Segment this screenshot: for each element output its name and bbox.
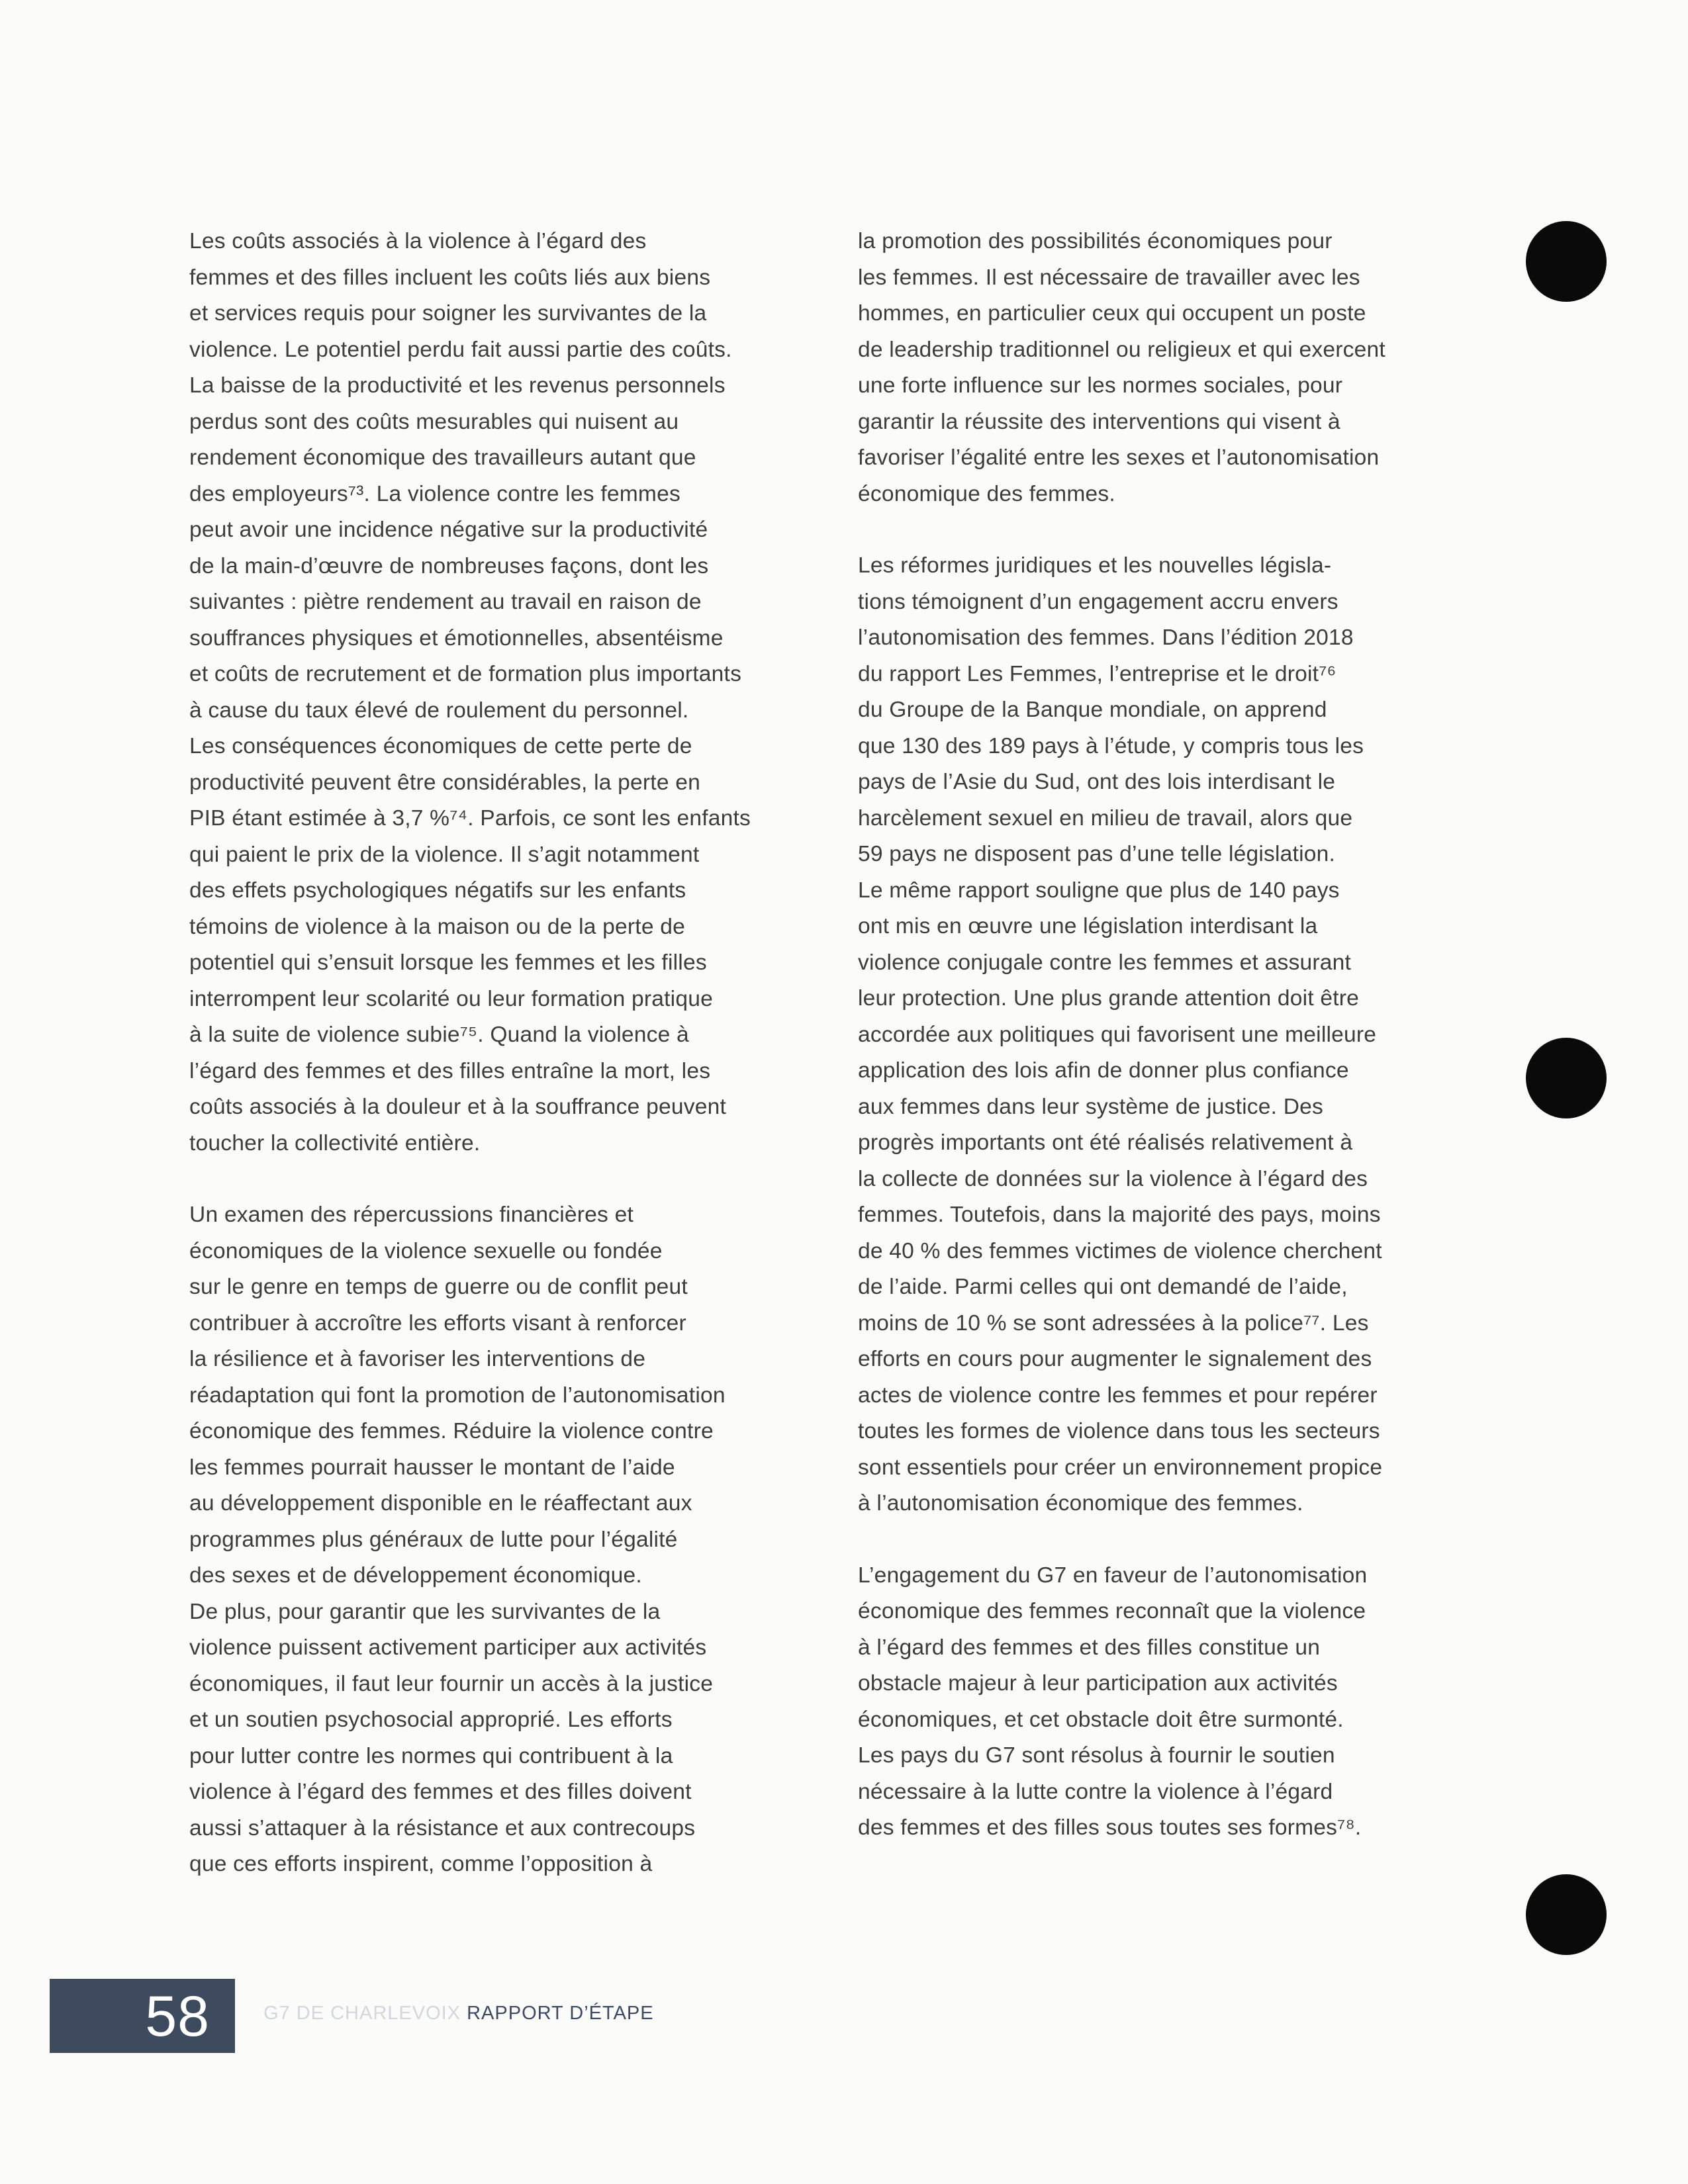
binder-hole xyxy=(1526,221,1607,302)
body-paragraph: la promotion des possibilités économiques pour les femmes. Il est nécessaire de travailler avec les hommes, en particulier ceux qui occupent un poste de leadership traditionnel ou religieux et qui exercent une forte influence sur les normes sociales, pour garantir la réussite des interventions qui visent à favoriser l’égalité entre les sexes et l’autonomisation économique des femmes. xyxy=(858,229,1385,506)
footer-title-strong: RAPPORT D’ÉTAPE xyxy=(467,2003,654,2024)
body-paragraph: Un examen des répercussions financières et économiques de la violence sexuelle ou fondée sur le genre en temps de guerre ou de conflit peut contribuer à accroître les efforts visant à renforcer la résilience et à favoriser les interventions de réadaptation qui font la promotion de l’autonomisation économique des femmes. Réduire la violence contre les femmes pourrait hausser le montant de l’aide au développement disponible en le réaffectant aux programmes plus généraux de lutte pour l’égalité des sexes et de développement économique. De plus, pour garantir que les survivantes de la violence puissent activement participer aux activités économiques, il faut leur fournir un accès à la justice et un soutien psychosocial approprié. Les efforts pour lutter contre les normes qui contribuent à la violence à l’égard des femmes et des filles doivent aussi s’attaquer à la résistance et aux contrecoups que ces efforts inspirent, comme l’opposition à xyxy=(189,1203,726,1876)
body-paragraph: L’engagement du G7 en faveur de l’autonomisation économique des femmes reconnaît que la violence à l’égard des femmes et des filles constitue un obstacle majeur à leur participation aux activités économiques, et cet obstacle doit être surmonté. Les pays du G7 sont résolus à fournir le soutien nécessaire à la lutte contre la violence à l’égard des femmes et des filles sous toutes ses formes⁷⁸. xyxy=(858,1563,1368,1840)
body-paragraph: Les coûts associés à la violence à l’égard des femmes et des filles incluent les coûts liés aux biens et services requis pour soigner les survivantes de la violence. Le potentiel perdu fait aussi partie des coûts. La baisse de la productivité et les revenus personnels perdus sont des coûts mesurables qui nuisent au rendement économique des travailleurs autant que des employeurs⁷³. La violence contre les femmes peut avoir une incidence négative sur la productivité de la main-d’œuvre de nombreuses façons, dont les suivantes : piètre rendement au travail en raison de souffrances physiques et émotionnelles, absentéisme et coûts de recrutement et de formation plus importants à cause du taux élevé de roulement du personnel. Les conséquences économiques de cette perte de productivité peuvent être considérables, la perte en PIB étant estimée à 3,7 %⁷⁴. Parfois, ce sont les enfants qui paient le prix de la violence. Il s’agit notamment des effets psychologiques négatifs sur les enfants témoins de violence à la maison ou de la perte de potentiel qui s’ensuit lorsque les femmes et les filles interrompent leur scolarité ou leur formation pratique à la suite de violence subie⁷⁵. Quand la violence à l’égard des femmes et des filles entraîne la mort, les coûts associés à la douleur et à la souffrance peuvent toucher la collectivité entière. xyxy=(189,229,751,1156)
right-column xyxy=(858,224,1467,1882)
left-column xyxy=(189,224,785,1919)
page-number: 58 xyxy=(145,1985,210,2048)
footer-title xyxy=(263,2001,654,2025)
binder-hole xyxy=(1526,1874,1607,1955)
page-number-badge xyxy=(50,1979,235,2053)
footer-title-faint: G7 DE CHARLEVOIX xyxy=(263,2003,461,2024)
binder-hole xyxy=(1526,1038,1607,1118)
body-paragraph: Les réformes juridiques et les nouvelles législa- tions témoignent d’un engagement accru envers l’autonomisation des femmes. Dans l’édition 2018 du rapport Les Femmes, l’entreprise et le droit⁷⁶ du Groupe de la Banque mondiale, on apprend que 130 des 189 pays à l’étude, y compris tous les pays de l’Asie du Sud, ont des lois interdisant le harcèlement sexuel en milieu de travail, alors que 59 pays ne disposent pas d’une telle législation. Le même rapport souligne que plus de 140 pays ont mis en œuvre une législation interdisant la violence conjugale contre les femmes et assurant leur protection. Une plus grande attention doit être accordée aux politiques qui favorisent une meilleure application des lois afin de donner plus confiance aux femmes dans leur système de justice. Des progrès importants ont été réalisés relativement à la collecte de données sur la violence à l’égard des femmes. Toutefois, dans la majorité des pays, moins de 40 % des femmes victimes de violence cherchent de l’aide. Parmi celles qui ont demandé de l’aide, moins de 10 % se sont adressées à la police⁷⁷. Les efforts en cours pour augmenter le signalement des actes de violence contre les femmes et pour repérer toutes les formes de violence dans tous les secteurs sont essentiels pour créer un environnement propice à l’autonomisation économique des femmes. xyxy=(858,553,1383,1516)
